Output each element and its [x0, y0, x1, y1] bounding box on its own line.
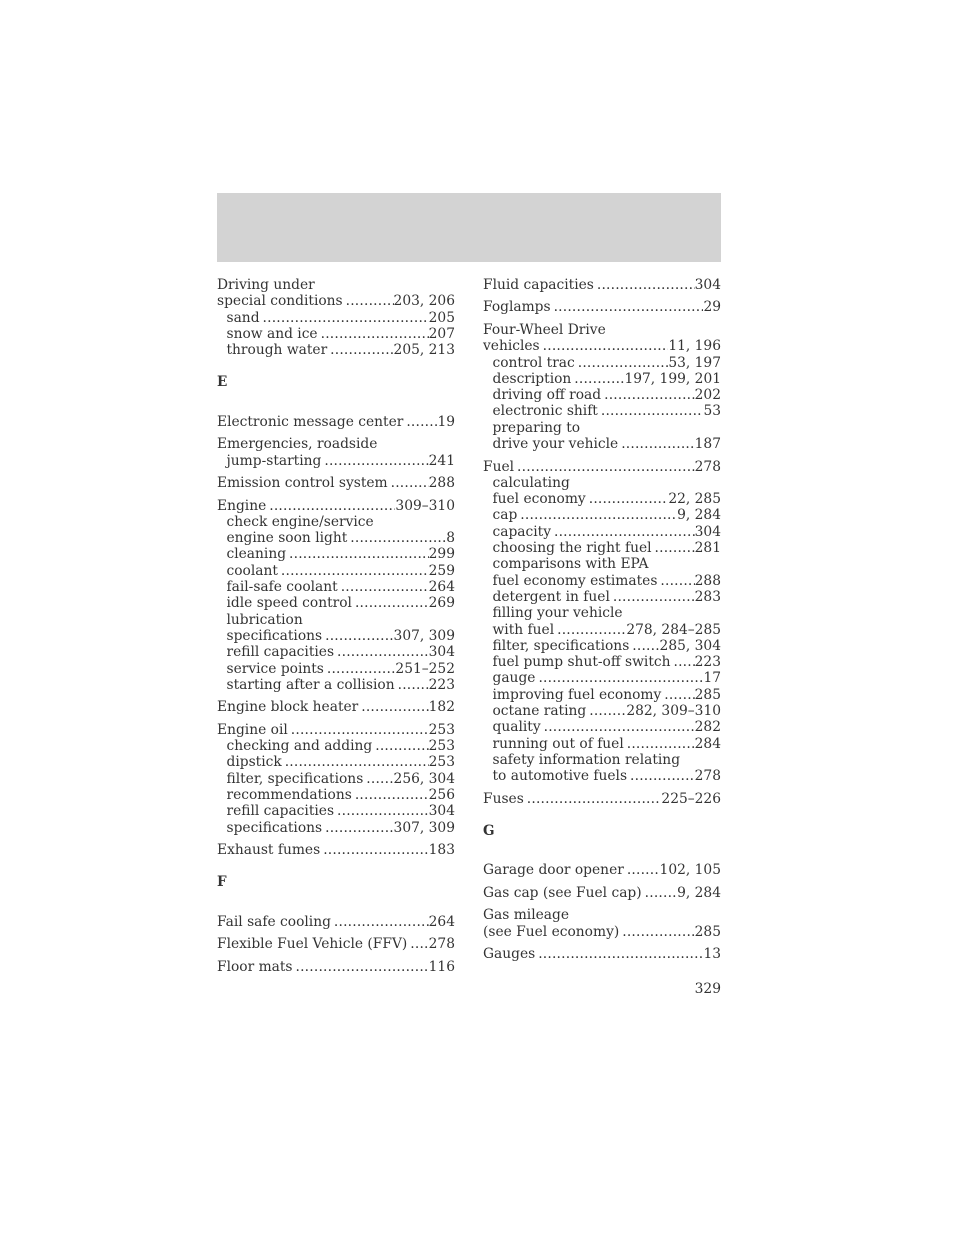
dot-leader: [674, 654, 695, 670]
index-subentry: [483, 654, 721, 670]
index-subentry: [217, 310, 455, 326]
entry-pages: 197, 199, 201: [624, 370, 721, 387]
entry-pages: 259: [428, 562, 455, 579]
entry-pages: 304: [694, 523, 721, 540]
entry-pages: 304: [428, 803, 455, 820]
dot-leader: [554, 299, 704, 315]
entry-pages: 253: [428, 721, 455, 738]
entry-pages: 207: [428, 325, 455, 342]
index-term: [217, 277, 455, 293]
dot-leader: [391, 475, 429, 491]
dot-leader: [410, 936, 428, 952]
entry-text: electronic shift: [492, 403, 598, 420]
entry-text: Exhaust fumes: [217, 842, 321, 859]
entry-text: Fail safe cooling: [217, 913, 331, 930]
index-term: [483, 459, 721, 475]
index-subentry: [483, 387, 721, 403]
dot-leader: [613, 589, 695, 605]
index-term: [483, 924, 721, 940]
entry-text: drive your vehicle: [492, 436, 619, 453]
index-subentry: [217, 628, 455, 644]
dot-leader: [323, 842, 428, 858]
index-subentry: [483, 403, 721, 419]
entry-pages: 53, 197: [668, 354, 721, 371]
entry-text: Emergencies, roadside: [217, 436, 378, 453]
dot-leader: [355, 787, 429, 803]
dot-leader: [578, 355, 669, 371]
section-letter: G: [483, 822, 495, 839]
index-entry: [217, 722, 455, 836]
entry-text: Fuel: [483, 458, 515, 475]
entry-pages: 278: [694, 458, 721, 475]
entry-pages: 282, 309–310: [626, 702, 721, 719]
entry-text: fail-safe coolant: [226, 579, 338, 596]
entry-text: sand: [226, 309, 260, 326]
index-subentry: [483, 540, 721, 556]
index-subentry: [217, 771, 455, 787]
dot-leader: [627, 862, 660, 878]
index-term: [483, 791, 721, 807]
index-subentry: [217, 579, 455, 595]
index-subentry: [483, 719, 721, 735]
dot-leader: [574, 371, 624, 387]
entry-text: filter, specifications: [226, 770, 364, 787]
entry-text: Electronic message center: [217, 413, 404, 430]
index-subentry: [483, 573, 721, 589]
dot-leader: [527, 791, 662, 807]
entry-text: engine soon light: [226, 530, 348, 547]
entry-pages: 285: [694, 686, 721, 703]
index-term: [217, 475, 455, 491]
entry-pages: 9, 284: [677, 507, 721, 524]
index-subentry: [483, 687, 721, 703]
entry-text: specifications: [226, 627, 323, 644]
dot-leader: [645, 885, 677, 901]
index-column-left: [217, 277, 455, 975]
entry-text: cap: [492, 507, 518, 524]
index-term: [483, 338, 721, 354]
index-subentry: [483, 371, 721, 387]
index-term: [217, 722, 455, 738]
dot-leader: [655, 540, 695, 556]
index-column-right: [483, 277, 721, 962]
dot-leader: [327, 661, 396, 677]
dot-leader: [291, 722, 429, 738]
index-term: [217, 936, 455, 952]
dot-leader: [597, 277, 695, 293]
entry-text: Four-Wheel Drive: [483, 321, 606, 338]
entry-text: control trac: [492, 354, 575, 371]
index-subentry: [483, 524, 721, 540]
dot-leader: [554, 524, 695, 540]
dot-leader: [350, 530, 446, 546]
index-subentry: [217, 754, 455, 770]
index-entry: [217, 914, 455, 930]
dot-leader: [543, 338, 669, 354]
index-subentry: [483, 703, 721, 719]
dot-leader: [544, 719, 695, 735]
index-subentry: [217, 514, 455, 530]
dot-leader: [557, 622, 626, 638]
dot-leader: [321, 326, 429, 342]
entry-text: filling your vehicle: [492, 605, 623, 622]
index-subentry: [483, 736, 721, 752]
entry-text: description: [492, 370, 572, 387]
entry-pages: 307, 309: [393, 819, 455, 836]
index-subentry: [483, 622, 721, 638]
entry-pages: 304: [428, 644, 455, 661]
entry-text: safety information relating: [492, 751, 681, 768]
dot-leader: [627, 736, 695, 752]
entry-text: fuel economy estimates: [492, 572, 658, 589]
entry-text: driving off road: [492, 387, 602, 404]
index-term: [217, 498, 455, 514]
dot-leader: [346, 293, 394, 309]
index-term: [217, 914, 455, 930]
entry-pages: 241: [428, 452, 455, 469]
entry-text: preparing to: [492, 419, 581, 436]
dot-leader: [660, 573, 694, 589]
index-subentry: [217, 820, 455, 836]
index-subentry: [217, 342, 455, 358]
entry-text: gauge: [492, 670, 536, 687]
index-term: [217, 842, 455, 858]
entry-text: special conditions: [217, 293, 343, 310]
index-subentry: [217, 563, 455, 579]
index-subentry: [217, 546, 455, 562]
entry-pages: 264: [428, 579, 455, 596]
entry-text: checking and adding: [226, 738, 373, 755]
index-entry: [217, 498, 455, 694]
entry-pages: 278: [428, 936, 455, 953]
entry-pages: 253: [428, 738, 455, 755]
index-term: [217, 436, 455, 452]
dot-leader: [281, 563, 429, 579]
index-subentry: [483, 589, 721, 605]
entry-pages: 284: [694, 735, 721, 752]
entry-pages: 299: [428, 546, 455, 563]
index-subentry: [483, 556, 721, 572]
index-subentry: [483, 605, 721, 621]
dot-leader: [337, 644, 429, 660]
entry-text: jump-starting: [226, 452, 322, 469]
entry-text: refill capacities: [226, 644, 335, 661]
entry-pages: 29: [703, 299, 721, 316]
entry-text: coolant: [226, 562, 278, 579]
entry-text: Gas cap (see Fuel cap): [483, 884, 642, 901]
entry-pages: 13: [703, 946, 721, 962]
index-subentry: [217, 326, 455, 342]
dot-leader: [632, 638, 659, 654]
index-subentry: [483, 507, 721, 523]
entry-text: Gas mileage: [483, 907, 570, 924]
entry-pages: 223: [428, 676, 455, 693]
index-term: [483, 946, 721, 962]
dot-leader: [285, 754, 429, 770]
entry-text: through water: [226, 342, 328, 359]
entry-pages: 183: [428, 842, 455, 859]
index-entry: [483, 907, 721, 940]
entry-pages: 307, 309: [393, 627, 455, 644]
dot-leader: [630, 768, 695, 784]
entry-text: Floor mats: [217, 958, 293, 975]
dot-leader: [330, 342, 393, 358]
entry-pages: 269: [428, 595, 455, 612]
entry-pages: 251–252: [395, 660, 455, 677]
index-term: [483, 322, 721, 338]
section-letter: E: [217, 374, 228, 391]
index-subentry: [483, 768, 721, 784]
entry-text: snow and ice: [226, 325, 318, 342]
header-band: [217, 193, 721, 262]
entry-pages: 9, 284: [677, 884, 721, 901]
entry-pages: 278: [694, 768, 721, 785]
index-subentry: [483, 355, 721, 371]
entry-text: fuel economy: [492, 491, 586, 508]
index-subentry: [217, 644, 455, 660]
dot-leader: [375, 738, 428, 754]
index-subentry: [217, 661, 455, 677]
entry-pages: 11, 196: [668, 338, 721, 355]
dot-leader: [269, 498, 395, 514]
index-entry: [217, 699, 455, 715]
index-subentry: [217, 612, 455, 628]
entry-pages: 187: [694, 436, 721, 453]
index-subentry: [483, 670, 721, 686]
entry-pages: 19: [437, 413, 455, 430]
entry-text: calculating: [492, 474, 570, 491]
entry-pages: 285: [694, 923, 721, 940]
index-subentry: [483, 475, 721, 491]
entry-pages: 285, 304: [659, 637, 721, 654]
entry-text: recommendations: [226, 786, 352, 803]
entry-pages: 22, 285: [668, 491, 721, 508]
entry-text: Fuses: [483, 790, 524, 807]
index-term: [483, 299, 721, 315]
entry-pages: 288: [428, 475, 455, 492]
index-entry: [483, 885, 721, 901]
index-entry: [217, 959, 455, 975]
entry-text: refill capacities: [226, 803, 335, 820]
entry-text: improving fuel economy: [492, 686, 662, 703]
entry-text: starting after a collision: [226, 676, 395, 693]
index-term: [483, 862, 721, 878]
dot-leader: [621, 436, 694, 452]
entry-text: cleaning: [226, 546, 287, 563]
dot-leader: [604, 387, 695, 403]
entry-text: Flexible Fuel Vehicle (FFV): [217, 936, 408, 953]
entry-text: filter, specifications: [492, 637, 630, 654]
index-term: [217, 414, 455, 430]
index-entry: [483, 862, 721, 878]
entry-pages: 256: [428, 786, 455, 803]
entry-pages: 281: [694, 540, 721, 557]
dot-leader: [361, 699, 428, 715]
index-entry: [483, 299, 721, 315]
index-subentry: [217, 787, 455, 803]
entry-text: with fuel: [492, 621, 555, 638]
entry-pages: 203, 206: [393, 293, 455, 310]
index-entry: [483, 322, 721, 452]
dot-leader: [296, 959, 429, 975]
dot-leader: [517, 459, 695, 475]
entry-text: idle speed control: [226, 595, 352, 612]
dot-leader: [325, 628, 393, 644]
entry-pages: 256, 304: [393, 770, 455, 787]
entry-text: Engine oil: [217, 721, 288, 738]
index-entry: [217, 436, 455, 469]
entry-pages: 309–310: [395, 497, 455, 514]
entry-pages: 223: [694, 654, 721, 671]
dot-leader: [341, 579, 429, 595]
entry-text: running out of fuel: [492, 735, 624, 752]
index-subentry: [483, 638, 721, 654]
dot-leader: [538, 946, 703, 962]
dot-leader: [589, 703, 626, 719]
entry-pages: 202: [694, 387, 721, 404]
entry-pages: 205, 213: [393, 342, 455, 359]
entry-text: detergent in fuel: [492, 588, 610, 605]
entry-text: Driving under: [217, 277, 315, 293]
entry-text: lubrication: [226, 611, 303, 628]
entry-pages: 253: [428, 754, 455, 771]
entry-text: specifications: [226, 819, 323, 836]
entry-text: comparisons with EPA: [492, 556, 649, 573]
entry-pages: 264: [428, 913, 455, 930]
entry-pages: 282: [694, 719, 721, 736]
entry-text: octane rating: [492, 702, 587, 719]
dot-leader: [289, 546, 429, 562]
entry-pages: 17: [703, 670, 721, 687]
index-subentry: [217, 803, 455, 819]
entry-text: quality: [492, 719, 541, 736]
index-entry: [483, 791, 721, 807]
index-entry: [217, 475, 455, 491]
entry-pages: 283: [694, 588, 721, 605]
entry-text: Engine block heater: [217, 699, 359, 716]
dot-leader: [324, 453, 428, 469]
index-subentry: [483, 752, 721, 768]
page-number: 329: [694, 981, 721, 997]
entry-text: service points: [226, 660, 324, 677]
dot-leader: [398, 677, 429, 693]
index-term: [217, 699, 455, 715]
entry-pages: 304: [694, 277, 721, 293]
section-letter: F: [217, 874, 227, 891]
entry-text: fuel pump shut-off switch: [492, 654, 671, 671]
entry-text: capacity: [492, 523, 551, 540]
index-subentry: [483, 420, 721, 436]
entry-pages: 278, 284–285: [626, 621, 721, 638]
entry-text: to automotive fuels: [492, 768, 628, 785]
index-term: [217, 959, 455, 975]
entry-text: Engine: [217, 497, 267, 514]
dot-leader: [520, 507, 677, 523]
index-subentry: [217, 677, 455, 693]
index-term: [483, 885, 721, 901]
index-subentry: [483, 436, 721, 452]
entry-text: dipstick: [226, 754, 282, 771]
index-subentry: [217, 595, 455, 611]
index-subentry: [483, 491, 721, 507]
entry-pages: 116: [428, 958, 455, 975]
index-subentry: [217, 738, 455, 754]
index-term: [483, 907, 721, 923]
entry-pages: 205: [428, 309, 455, 326]
dot-leader: [355, 595, 429, 611]
dot-leader: [601, 403, 704, 419]
index-term: [217, 293, 455, 309]
entry-text: Fluid capacities: [483, 277, 594, 293]
entry-text: vehicles: [483, 338, 540, 355]
entry-text: (see Fuel economy): [483, 923, 620, 940]
index-subentry: [217, 530, 455, 546]
dot-leader: [664, 687, 694, 703]
entry-pages: 182: [428, 699, 455, 716]
index-subentry: [217, 453, 455, 469]
entry-text: check engine/service: [226, 513, 374, 530]
dot-leader: [366, 771, 393, 787]
entry-text: Gauges: [483, 946, 536, 962]
entry-text: Emission control system: [217, 475, 388, 492]
entry-pages: 53: [703, 403, 721, 420]
entry-pages: 225–226: [661, 790, 721, 807]
entry-pages: 288: [694, 572, 721, 589]
index-entry: [217, 936, 455, 952]
entry-text: Garage door opener: [483, 862, 624, 879]
dot-leader: [406, 414, 437, 430]
entry-text: choosing the right fuel: [492, 540, 652, 557]
dot-leader: [622, 924, 694, 940]
dot-leader: [263, 310, 429, 326]
entry-pages: 102, 105: [659, 862, 721, 879]
index-term: [483, 277, 721, 293]
dot-leader: [325, 820, 393, 836]
index-entry: [217, 277, 455, 358]
dot-leader: [334, 914, 429, 930]
entry-text: Foglamps: [483, 299, 551, 316]
index-entry: [483, 277, 721, 293]
dot-leader: [538, 670, 703, 686]
index-entry: [217, 842, 455, 858]
index-entry: [217, 414, 455, 430]
index-entry: [483, 946, 721, 962]
dot-leader: [337, 803, 429, 819]
index-entry: [483, 459, 721, 785]
dot-leader: [589, 491, 669, 507]
entry-pages: 8: [446, 530, 455, 547]
